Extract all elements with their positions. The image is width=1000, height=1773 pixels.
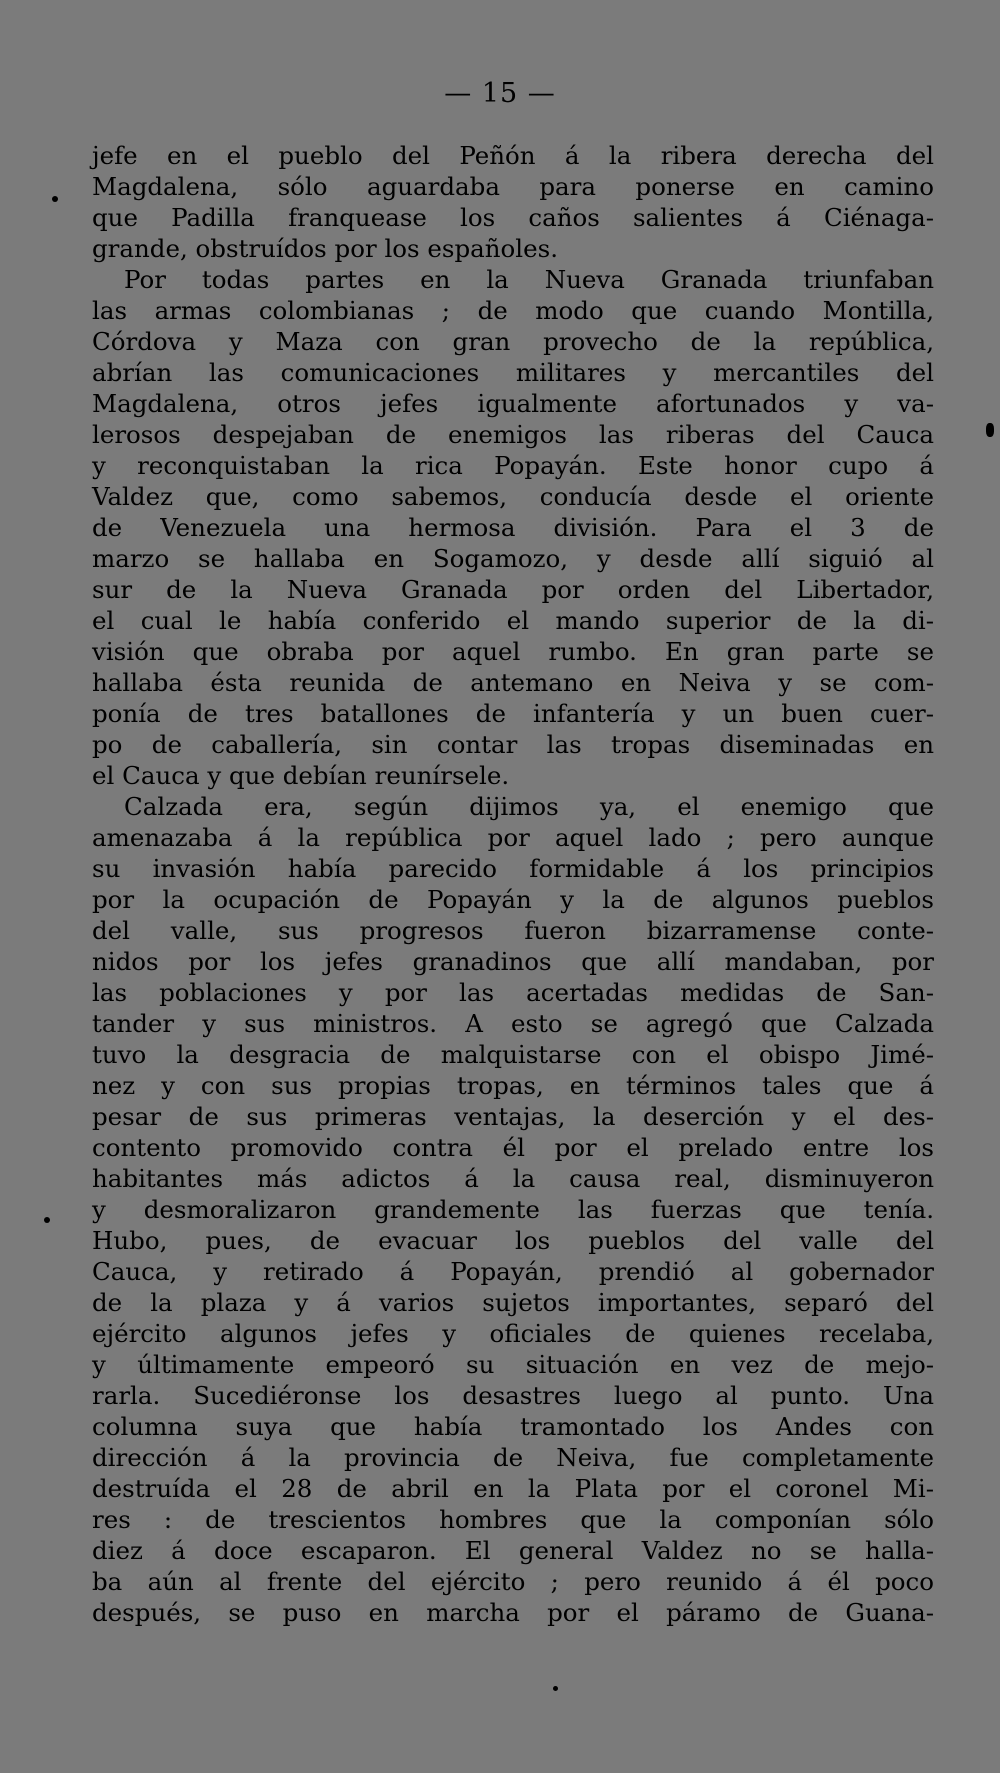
text-line: ba aún al frente del ejército ; pero reunido á él poco bbox=[92, 1567, 934, 1596]
text-line: po de caballería, sin contar las tropas diseminadas en bbox=[92, 730, 934, 759]
text-line: diez á doce escaparon. El general Valdez no se halla- bbox=[92, 1536, 934, 1565]
text-line: que Padilla franquease los caños salientes á Ciénaga- bbox=[92, 203, 934, 232]
margin-speck bbox=[553, 1686, 558, 1691]
text-line: rarla. Sucediéronse los desastres luego al punto. Una bbox=[92, 1381, 934, 1410]
margin-speck bbox=[44, 1217, 50, 1223]
text-line: abrían las comunicaciones militares y mercantiles del bbox=[92, 358, 934, 387]
text-line: de Venezuela una hermosa división. Para el 3 de bbox=[92, 513, 934, 542]
text-line: sur de la Nueva Granada por orden del Libertador, bbox=[92, 575, 934, 604]
text-line: nez y con sus propias tropas, en términos tales que á bbox=[92, 1071, 934, 1100]
text-line: el cual le había conferido el mando superior de la di- bbox=[92, 606, 934, 635]
text-line: jefe en el pueblo del Peñón á la ribera derecha del bbox=[92, 141, 934, 170]
text-line: tuvo la desgracia de malquistarse con el obispo Jimé- bbox=[92, 1040, 934, 1069]
text-line: lerosos despejaban de enemigos las riberas del Cauca bbox=[92, 420, 934, 449]
text-line: Magdalena, otros jefes igualmente afortunados y va- bbox=[92, 389, 934, 418]
text-line: y desmoralizaron grandemente las fuerzas que tenía. bbox=[92, 1195, 934, 1224]
text-line: marzo se hallaba en Sogamozo, y desde allí siguió al bbox=[92, 544, 934, 573]
body-text bbox=[92, 140, 934, 1628]
text-line: y reconquistaban la rica Popayán. Este honor cupo á bbox=[92, 451, 934, 480]
text-line: ponía de tres batallones de infantería y un buen cuer- bbox=[92, 699, 934, 728]
text-line: del valle, sus progresos fueron bizarramense conte- bbox=[92, 916, 934, 945]
text-line: contento promovido contra él por el prelado entre los bbox=[92, 1133, 934, 1162]
text-line: el Cauca y que debían reunírsele. bbox=[92, 761, 510, 790]
margin-speck bbox=[986, 423, 994, 437]
text-line: destruída el 28 de abril en la Plata por el coronel Mi- bbox=[92, 1474, 934, 1503]
text-line: las poblaciones y por las acertadas medidas de San- bbox=[92, 978, 934, 1007]
text-line: visión que obraba por aquel rumbo. En gran parte se bbox=[92, 637, 934, 666]
margin-speck bbox=[52, 196, 58, 202]
text-line: Calzada era, según dijimos ya, el enemigo que bbox=[124, 792, 934, 821]
text-line: y últimamente empeoró su situación en vez de mejo- bbox=[92, 1350, 934, 1379]
text-line: habitantes más adictos á la causa real, disminuyeron bbox=[92, 1164, 934, 1193]
text-line: su invasión había parecido formidable á los principios bbox=[92, 854, 934, 883]
text-line: pesar de sus primeras ventajas, la deserción y el des- bbox=[92, 1102, 934, 1131]
text-line: Magdalena, sólo aguardaba para ponerse en camino bbox=[92, 172, 934, 201]
text-line: tander y sus ministros. A esto se agregó que Calzada bbox=[92, 1009, 934, 1038]
text-line: por la ocupación de Popayán y la de algunos pueblos bbox=[92, 885, 934, 914]
text-line: res : de trescientos hombres que la componían sólo bbox=[92, 1505, 934, 1534]
text-line: después, se puso en marcha por el páramo de Guana- bbox=[92, 1598, 934, 1627]
text-line: hallaba ésta reunida de antemano en Neiva y se com- bbox=[92, 668, 934, 697]
text-line: Hubo, pues, de evacuar los pueblos del valle del bbox=[92, 1226, 934, 1255]
text-line: dirección á la provincia de Neiva, fue completamente bbox=[92, 1443, 934, 1472]
text-line: Córdova y Maza con gran provecho de la república, bbox=[92, 327, 934, 356]
text-line: Valdez que, como sabemos, conducía desde el oriente bbox=[92, 482, 934, 511]
text-line: columna suya que había tramontado los Andes con bbox=[92, 1412, 934, 1441]
text-line: de la plaza y á varios sujetos importantes, separó del bbox=[92, 1288, 934, 1317]
text-line: las armas colombianas ; de modo que cuando Montilla, bbox=[92, 296, 934, 325]
text-line: ejército algunos jefes y oficiales de quienes recelaba, bbox=[92, 1319, 934, 1348]
text-line: Cauca, y retirado á Popayán, prendió al gobernador bbox=[92, 1257, 934, 1286]
text-line: amenazaba á la república por aquel lado ; pero aunque bbox=[92, 823, 934, 852]
page-number: — 15 — bbox=[444, 78, 556, 109]
text-line: Por todas partes en la Nueva Granada triunfaban bbox=[124, 265, 934, 294]
text-line: nidos por los jefes granadinos que allí mandaban, por bbox=[92, 947, 934, 976]
text-line: grande, obstruídos por los españoles. bbox=[92, 234, 558, 263]
